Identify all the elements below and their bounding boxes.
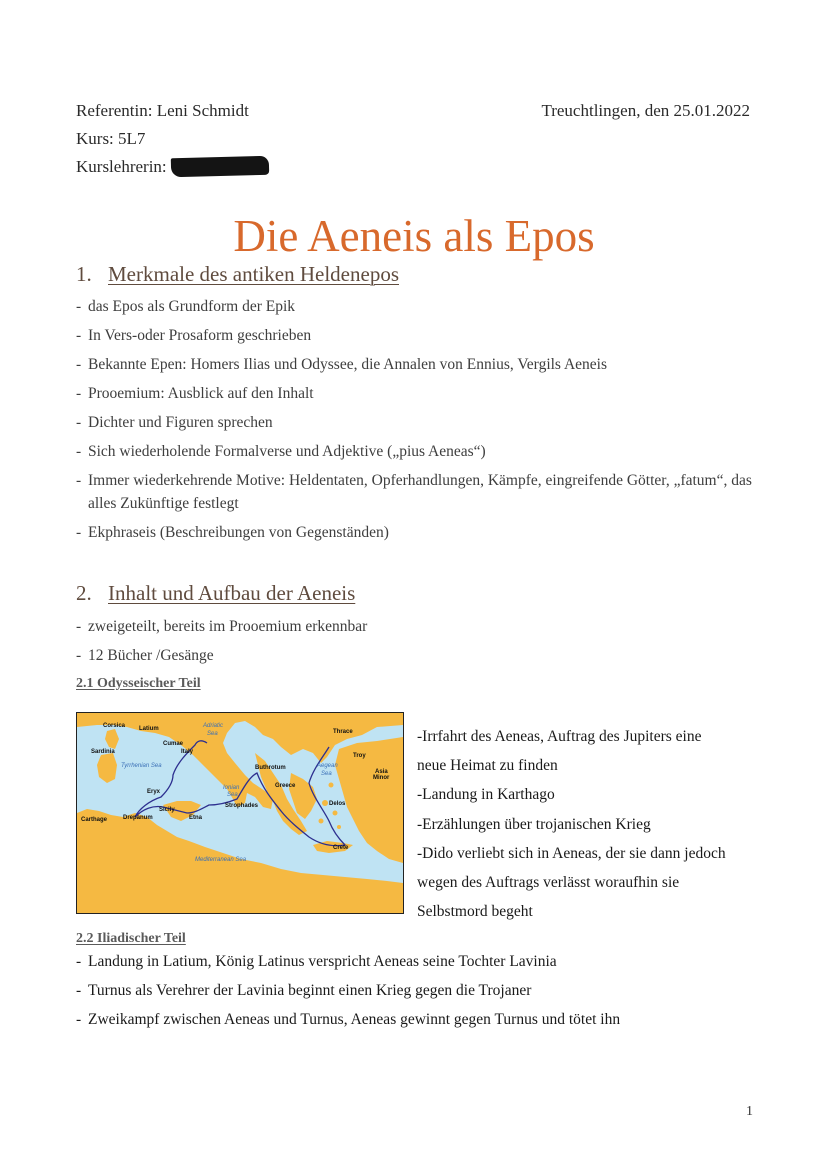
header-left <box>76 97 269 181</box>
section-1-number: 1. <box>76 262 92 286</box>
map-label-corsica: Corsica <box>103 723 126 729</box>
map-label-carthage: Carthage <box>81 817 108 823</box>
kurslehrerin-label: Kurslehrerin: <box>76 157 167 176</box>
map-label-eryx: Eryx <box>147 789 161 795</box>
map-label-sardinia: Sardinia <box>91 749 115 755</box>
section-2-list <box>76 615 756 673</box>
section-1-list <box>76 295 756 550</box>
list-item: - Sich wiederholende Formalverse und Adjektive („pius Aeneas“) <box>76 440 756 463</box>
page-title: Die Aeneis als Epos <box>233 211 595 261</box>
map-label-sea-3: Sea <box>227 792 238 798</box>
map-label-troy: Troy <box>353 753 366 759</box>
map-label-mediterranean: Mediterranean Sea <box>195 857 247 863</box>
section-1-heading <box>76 260 399 288</box>
map-label-drepanum: Drepanum <box>123 815 153 821</box>
map-label-italy: Italy <box>181 749 194 755</box>
kurs: Kurs: 5L7 <box>76 129 146 148</box>
map-label-thrace: Thrace <box>333 729 353 735</box>
map-label-delos: Delos <box>329 801 346 807</box>
list-item: - Prooemium: Ausblick auf den Inhalt <box>76 382 756 405</box>
map-label-sicily: Sicily <box>159 807 175 813</box>
map-label-strophades: Strophades <box>225 803 259 809</box>
text-line: -Irrfahrt des Aeneas, Auftrag des Jupiters eine <box>417 728 702 745</box>
list-item: - zweigeteilt, bereits im Prooemium erkennbar <box>76 615 756 638</box>
kurslehrerin <box>76 153 269 181</box>
referentin: Referentin: Leni Schmidt <box>76 101 249 120</box>
section-2-title: Inhalt und Aufbau der Aeneis <box>108 581 356 605</box>
map-label-etna: Etna <box>189 815 203 821</box>
aeneas-journey-map <box>76 712 404 914</box>
list-item: - Landung in Latium, König Latinus verspricht Aeneas seine Tochter Lavinia <box>76 950 776 973</box>
map-label-adriatic: Adriatic <box>203 723 224 729</box>
text-line: Selbstmord begeht <box>417 903 533 921</box>
map-label-sea-1: Sea <box>207 731 218 737</box>
list-item: - 12 Bücher /Gesänge <box>76 644 756 667</box>
list-item: - Turnus als Verehrer der Lavinia beginnt einen Krieg gegen die Trojaner <box>76 979 776 1002</box>
text-line: -Erzählungen über trojanischen Krieg <box>417 815 651 833</box>
subsection-2-2-heading: 2.2 Iliadischer Teil <box>76 931 186 946</box>
map-label-crete: Crete <box>333 845 349 851</box>
text-line: -Dido verliebt sich in Aeneas, der sie dann jedoch <box>417 844 726 862</box>
section-1-title: Merkmale des antiken Heldenepos <box>108 262 399 286</box>
redaction-mark <box>171 156 269 178</box>
section-2-heading <box>76 579 355 607</box>
list-item: - Zweikampf zwischen Aeneas und Turnus, Aeneas gewinnt gegen Turnus und tötet ihn <box>76 1008 776 1031</box>
odyssey-part-text <box>417 722 762 926</box>
map-label-ionian: Ionian <box>223 785 240 791</box>
text-line: neue Heimat zu finden <box>417 757 558 775</box>
map-label-sea-2: Sea <box>321 771 332 777</box>
list-item: - Ekphraseis (Beschreibungen von Gegenständen) <box>76 521 756 544</box>
page-number: 1 <box>746 1104 753 1119</box>
text-line: -Landung in Karthago <box>417 786 555 804</box>
section-2-2-list <box>76 950 776 1037</box>
map-label-tyrrhenian: Tyrrhenian Sea <box>121 763 162 769</box>
map-label-aegean: Aegean <box>317 763 338 769</box>
section-2-number: 2. <box>76 581 92 605</box>
map-label-buthrotum: Buthrotum <box>255 765 286 771</box>
list-item: - Dichter und Figuren sprechen <box>76 411 756 434</box>
map-label-cumae: Cumae <box>163 741 184 747</box>
place-date: Treuchtlingen, den 25.01.2022 <box>541 101 750 120</box>
map-label-asia: Asia <box>375 769 388 775</box>
list-item: - In Vers-oder Prosaform geschrieben <box>76 324 756 347</box>
subsection-2-1-heading: 2.1 Odysseischer Teil <box>76 676 201 691</box>
map-label-minor: Minor <box>373 775 390 781</box>
list-item: - das Epos als Grundform der Epik <box>76 295 756 318</box>
map-label-latium: Latium <box>139 726 159 732</box>
map-label-greece: Greece <box>275 783 296 789</box>
list-item: - Immer wiederkehrende Motive: Heldentaten, Opferhandlungen, Kämpfe, eingreifende Götter, „fatum“, das alles Zukünftige festlegt <box>76 469 756 515</box>
list-item: - Bekannte Epen: Homers Ilias und Odyssee, die Annalen von Ennius, Vergils Aeneis <box>76 353 756 376</box>
text-line: wegen des Auftrags verlässt woraufhin sie <box>417 874 680 892</box>
